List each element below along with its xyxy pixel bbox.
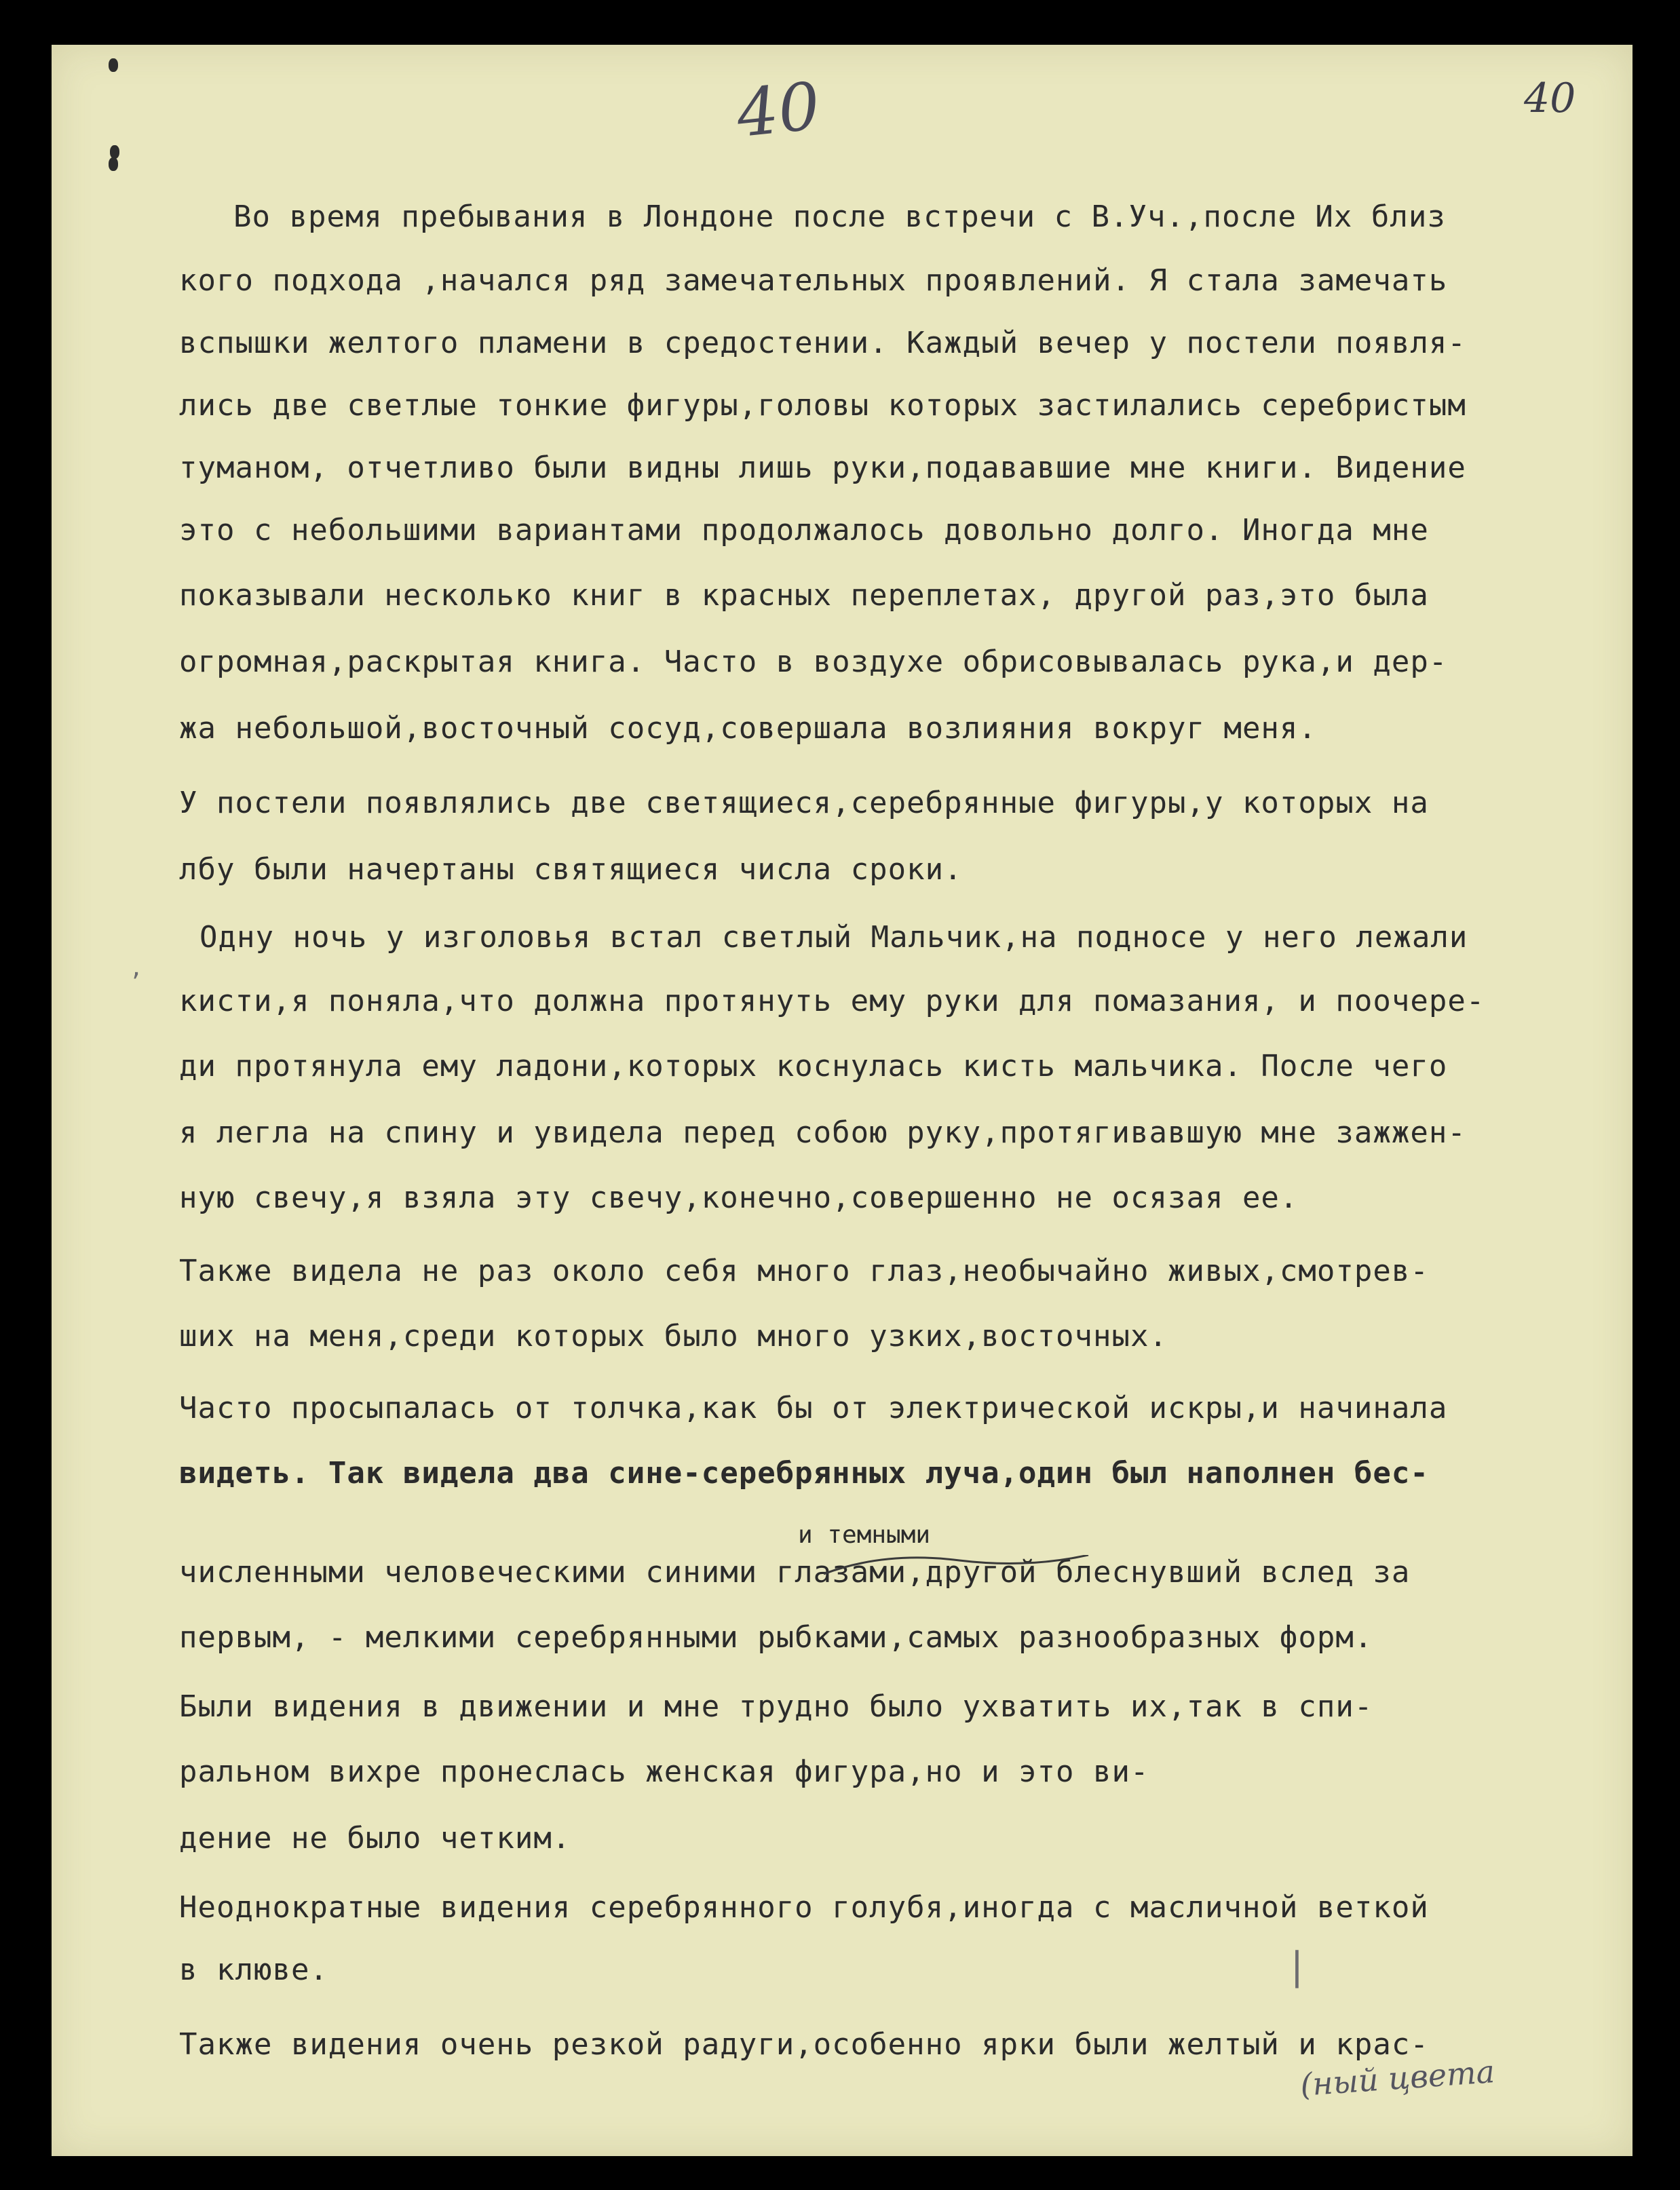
text-line: лбу были начертаны святящиеся числа сроки. <box>179 852 963 887</box>
text-line: показывали несколько книг в красных переплетах, другой раз,это была <box>179 578 1429 613</box>
page-number-handwritten-center: 40 <box>733 67 824 153</box>
text-line: Неоднократные видения серебрянного голубя,иногда с масличной веткой <box>179 1890 1429 1925</box>
text-line: я легла на спину и увидела перед собою руку,протягивавшую мне зажжен- <box>179 1115 1466 1150</box>
text-line: это с небольшими вариантами продолжалось довольно долго. Иногда мне <box>179 513 1429 548</box>
text-line: кого подхода ,начался ряд замечательных проявлений. Я стала замечать <box>179 263 1448 298</box>
text-line: туманом, отчетливо были видны лишь руки,подававшие мне книги. Видение <box>179 450 1466 485</box>
page-number-handwritten-right: 40 <box>1524 75 1576 122</box>
text-line: Также видела не раз около себя много глаз,необычайно живых,смотрев- <box>179 1254 1429 1288</box>
text-line: Также видения очень резкой радуги,особенно ярки были желтый и крас- <box>179 2027 1429 2062</box>
text-line: в клюве. <box>179 1953 328 1987</box>
text-line: дение не было четким. <box>179 1821 571 1856</box>
text-line: первым, - мелкими серебрянными рыбками,самых разнообразных форм. <box>179 1620 1373 1655</box>
text-line: ших на меня,среди которых было много узких,восточных. <box>179 1319 1168 1353</box>
handwritten-note: (ный цвета <box>1299 2053 1496 2103</box>
text-line: вспышки желтого пламени в средостении. Каждый вечер у постели появля- <box>179 326 1466 360</box>
document-page <box>52 45 1633 2156</box>
text-line: Во время пребывания в Лондоне после встречи с В.Уч.,после Их близ <box>233 199 1446 234</box>
text-line: жа небольшой,восточный сосуд,совершала возлияния вокруг меня. <box>179 711 1317 746</box>
insertion-caret-mark <box>824 1555 1095 1575</box>
text-line: У постели появлялись две светящиеся,серебрянные фигуры,у которых на <box>179 786 1429 820</box>
text-line: лись две светлые тонкие фигуры,головы которых застилались серебристым <box>179 388 1466 423</box>
text-line: ди протянула ему ладони,которых коснулась кисть мальчика. После чего <box>179 1049 1448 1083</box>
typed-text-body <box>52 45 1633 2156</box>
pencil-tick-mark: ‚ <box>132 951 140 982</box>
text-line: Одну ночь у изголовья встал светлый Мальчик,на подносе у него лежали <box>199 920 1468 955</box>
typed-insertion-above-line: и темными <box>798 1521 931 1549</box>
text-line: численными человеческими синими глазами,другой блеснувший вслед за <box>179 1555 1411 1590</box>
text-line: ральном вихре пронеслась женская фигура,но и это ви- <box>179 1754 1149 1789</box>
text-line: огромная,раскрытая книга. Часто в воздухе обрисовывалась рука,и дер- <box>179 645 1448 679</box>
pencil-tick-mark: | <box>1291 1944 1303 1989</box>
text-line: Были видения в движении и мне трудно было ухватить их,так в спи- <box>179 1689 1373 1724</box>
text-line: Часто просыпалась от толчка,как бы от электрической искры,и начинала <box>179 1391 1448 1425</box>
text-line: ную свечу,я взяла эту свечу,конечно,совершенно не осязая ее. <box>179 1180 1299 1215</box>
text-line: видеть. Так видела два сине-серебрянных луча,один был наполнен бес- <box>179 1456 1429 1491</box>
text-line: кисти,я поняла,что должна протянуть ему руки для помазания, и поочере- <box>179 984 1485 1018</box>
